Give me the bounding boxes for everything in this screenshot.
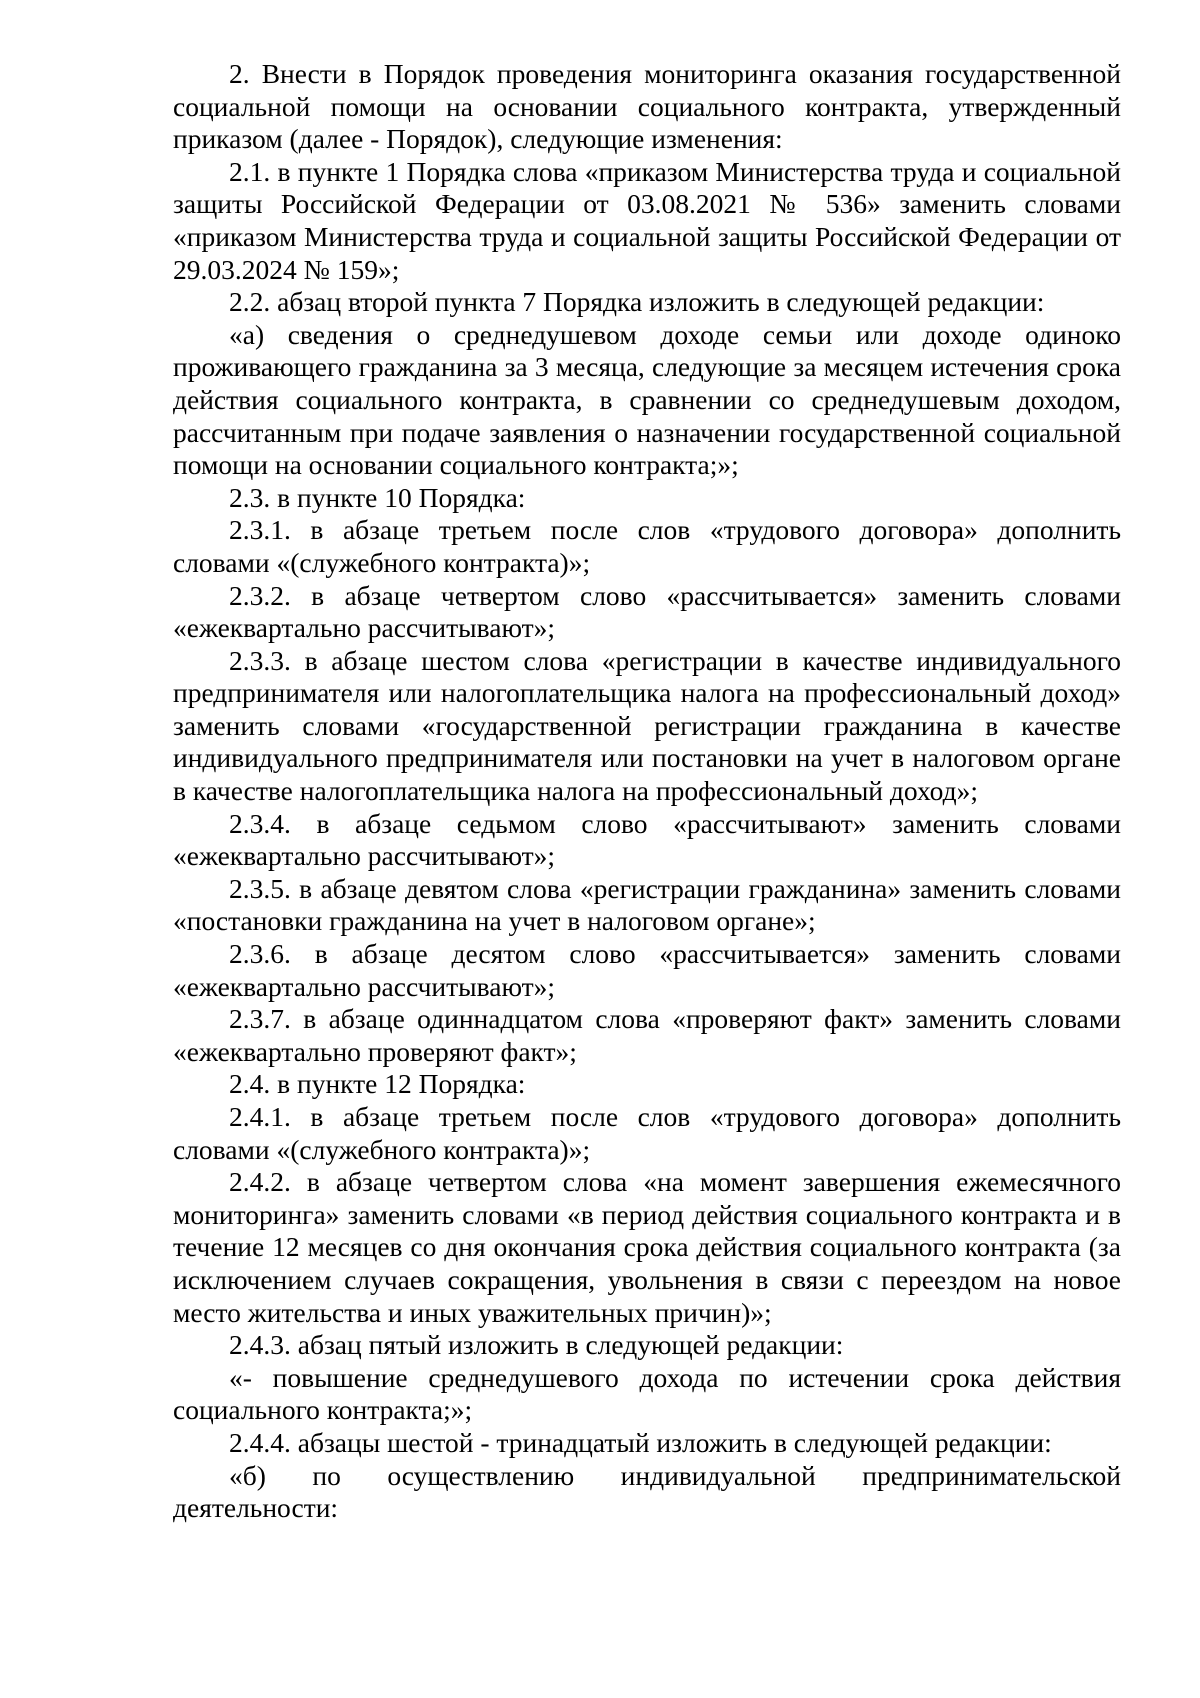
paragraph-2-2-quote: «а) сведения о среднедушевом доходе семьи или доходе одиноко проживающего гражданина за 3 месяца, следующие за месяцем истечения срока действия социального контракта, в сравнении со среднедушевым доходом, рассчитанным при подаче заявления о назначении государственной социальной помощи на основании социального контракта;»; bbox=[173, 318, 1121, 481]
paragraph-2: 2. Внести в Порядок проведения мониторинга оказания государственной социальной помощи на основании социального контракта, утвержденный приказом (далее - Порядок), следующие изменения: bbox=[173, 58, 1121, 155]
paragraph-2-2: 2.2. абзац второй пункта 7 Порядка изложить в следующей редакции: bbox=[229, 286, 1045, 318]
paragraph-2-3-7: 2.3.7. в абзаце одиннадцатом слова «проверяют факт» заменить словами «ежеквартально проверяют факт»; bbox=[173, 1003, 1121, 1067]
paragraph-2-3-3: 2.3.3. в абзаце шестом слова «регистрации в качестве индивидуального предпринимателя или налогоплательщика налога на профессиональный доход» заменить словами «государственной регистрации гражданина в качестве индивидуального предпринимателя или постановки на учет в налоговом органе в качестве налогоплательщика налога на профессиональный доход»; bbox=[173, 644, 1121, 807]
paragraph-2-3-4: 2.3.4. в абзаце седьмом слово «рассчитывают» заменить словами «ежеквартально рассчитывают»; bbox=[173, 807, 1121, 872]
paragraph-2-4-3: 2.4.3. абзац пятый изложить в следующей редакции: bbox=[229, 1329, 844, 1361]
paragraph-2-4-2: 2.4.2. в абзаце четвертом слова «на момент завершения ежемесячного мониторинга» заменить словами «в период действия социального контракта и в течение 12 месяцев со дня окончания срока действия социального контракта (за исключением случаев сокращения, увольнения в связи с переездом на новое место жительства и иных уважительных причин)»; bbox=[173, 1166, 1121, 1328]
paragraph-2-4: 2.4. в пункте 12 Порядка: bbox=[229, 1068, 526, 1100]
paragraph-2-3-1: 2.3.1. в абзаце третьем после слов «трудового договора» дополнить словами «(служебного контракта)»; bbox=[173, 514, 1121, 578]
paragraph-2-3-6: 2.3.6. в абзаце десятом слово «рассчитывается» заменить словами «ежеквартально рассчитывают»; bbox=[173, 938, 1121, 1002]
paragraph-2-4-4: 2.4.4. абзацы шестой - тринадцатый изложить в следующей редакции: bbox=[229, 1426, 1052, 1458]
paragraph-2-3-5: 2.3.5. в абзаце девятом слова «регистрации гражданина» заменить словами «постановки гражданина на учет в налоговом органе»; bbox=[173, 872, 1121, 937]
paragraph-2-4-4-quote: «б) по осуществлению индивидуальной предпринимательской деятельности: bbox=[173, 1459, 1121, 1524]
paragraph-2-4-3-quote: «- повышение среднедушевого дохода по истечении срока действия социального контракта;»; bbox=[173, 1361, 1121, 1426]
paragraph-2-3: 2.3. в пункте 10 Порядка: bbox=[229, 481, 526, 513]
paragraph-2-4-1: 2.4.1. в абзаце третьем после слов «трудового договора» дополнить словами «(служебного контракта)»; bbox=[173, 1101, 1121, 1165]
paragraph-2-3-2: 2.3.2. в абзаце четвертом слово «рассчитывается» заменить словами «ежеквартально рассчитывают»; bbox=[173, 579, 1121, 644]
paragraph-2-1: 2.1. в пункте 1 Порядка слова «приказом Министерства труда и социальной защиты Российской Федерации от 03.08.2021 № 536» заменить словами «приказом Министерства труда и социальной защиты Российской Федерации от 29.03.2024 № 159»; bbox=[173, 155, 1121, 285]
document-page bbox=[173, 58, 1121, 1525]
